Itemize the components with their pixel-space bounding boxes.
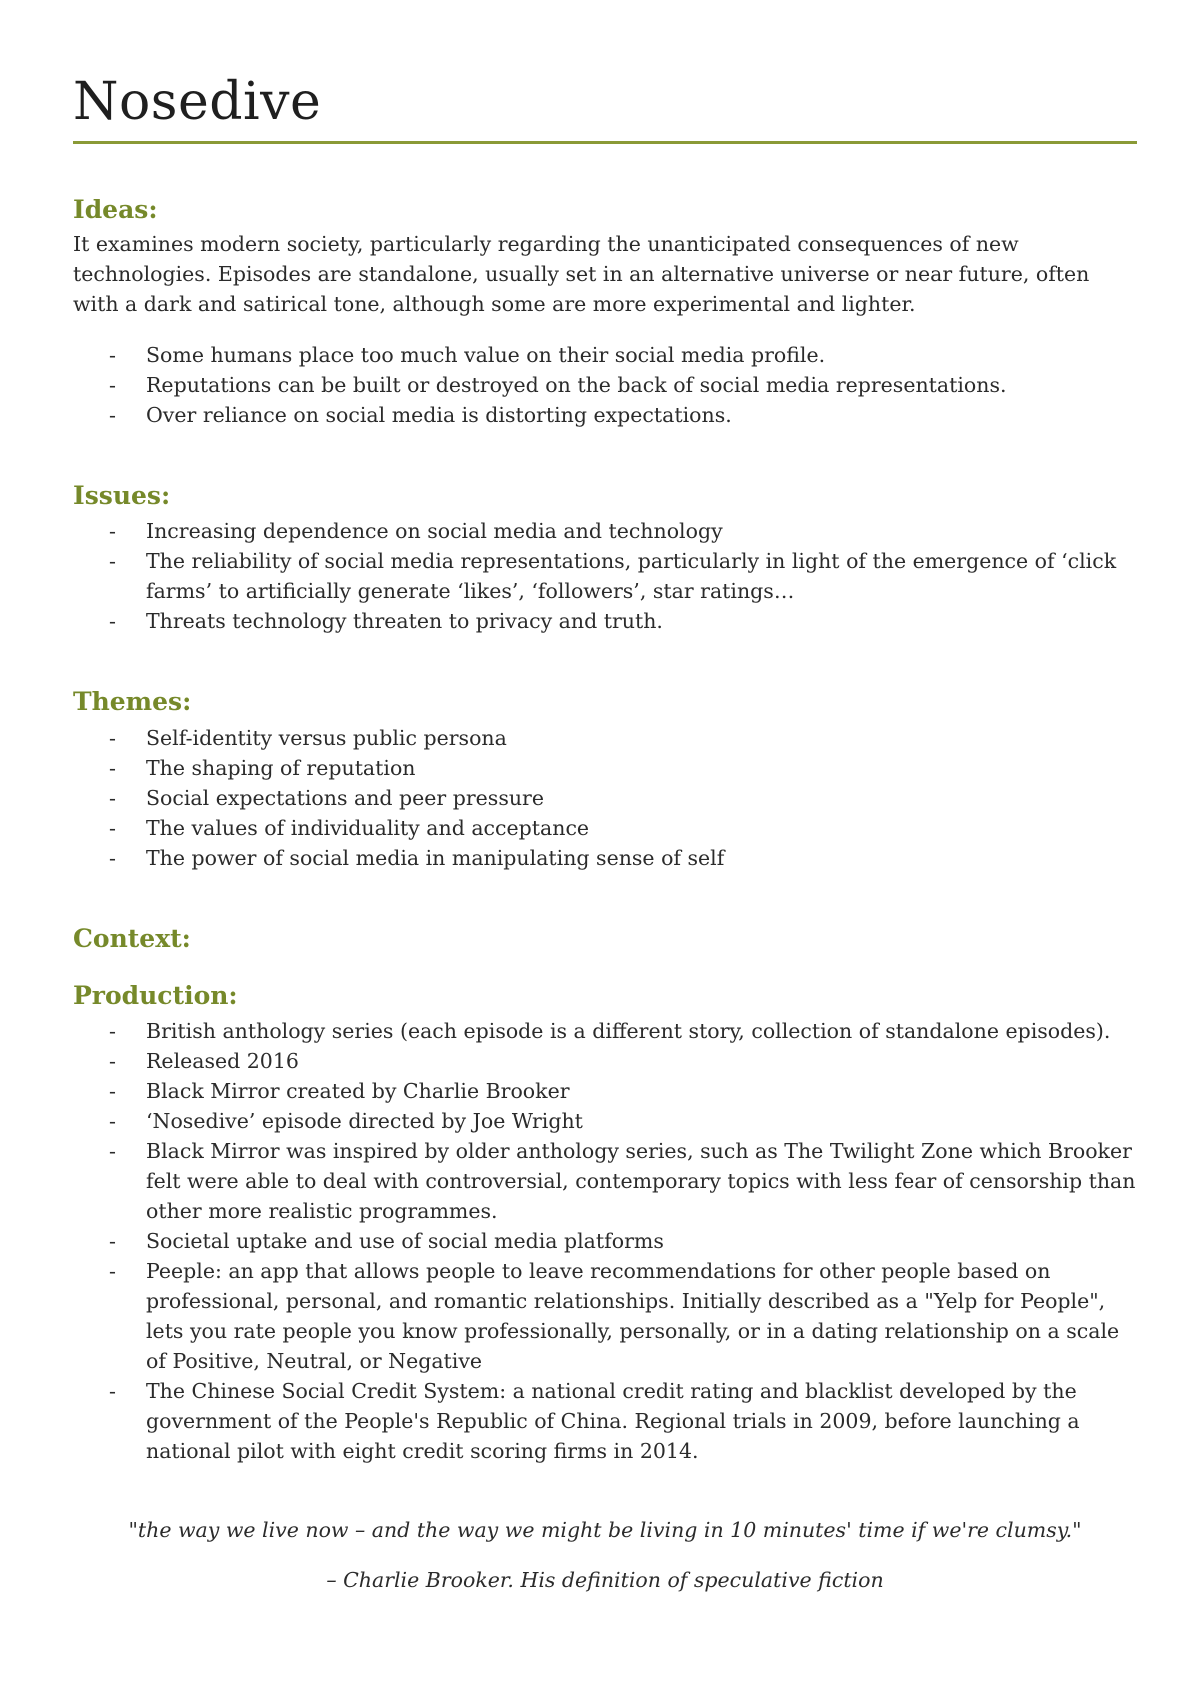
quote-text: "the way we live now – and the way we might be living in 10 minutes' time if we're clumsy." (128, 1518, 1082, 1542)
ideas-paragraph: It examines modern society, particularly regarding the unanticipated consequences of new technologies. Episodes are standalone, usually set in an alternative universe or near future, often with a dark and satirical tone, although some are more experimental and lighter. (73, 232, 1090, 316)
themes-list (73, 723, 1137, 873)
list-item: - Over reliance on social media is distorting expectations. (73, 400, 1137, 430)
list-item: - The Chinese Social Credit System: a national credit rating and blacklist developed by the government of the People's Republic of China. Regional trials in 2009, before launching a national pilot with eight credit scoring firms in 2014. (73, 1376, 1137, 1466)
list-item: - Threats technology threaten to privacy and truth. (73, 606, 1137, 636)
list-item: - Self-identity versus public persona (73, 723, 1137, 753)
title-divider (73, 141, 1137, 144)
list-item: - ‘Nosedive’ episode directed by Joe Wright (73, 1106, 1137, 1136)
ideas-heading: Ideas: (73, 195, 158, 224)
list-item: - The values of individuality and acceptance (73, 813, 1137, 843)
issues-heading: Issues: (73, 481, 171, 510)
list-item: - Reputations can be built or destroyed on the back of social media representations. (73, 370, 1137, 400)
production-list (73, 1016, 1137, 1466)
context-heading: Context: (73, 924, 191, 953)
list-item: - British anthology series (each episode is a different story, collection of standalone episodes). (73, 1016, 1137, 1046)
page-title: Nosedive (73, 72, 322, 132)
list-item: - Released 2016 (73, 1046, 1137, 1076)
list-item: - The reliability of social media representations, particularly in light of the emergence of ‘click farms’ to artificially generate ‘likes’, ‘followers’, star ratings… (73, 546, 1137, 606)
list-item: - Social expectations and peer pressure (73, 783, 1137, 813)
list-item: - Increasing dependence on social media and technology (73, 516, 1137, 546)
list-item: - Societal uptake and use of social media platforms (73, 1226, 1137, 1256)
ideas-list (73, 340, 1137, 430)
themes-heading: Themes: (73, 687, 192, 716)
production-heading: Production: (73, 981, 238, 1010)
list-item: - The shaping of reputation (73, 753, 1137, 783)
quote-attribution: – Charlie Brooker. His definition of speculative fiction (326, 1568, 884, 1592)
list-item: - The power of social media in manipulating sense of self (73, 843, 1137, 873)
list-item: - Black Mirror was inspired by older anthology series, such as The Twilight Zone which Brooker felt were able to deal with controversial, contemporary topics with less fear of censorship than other more realistic programmes. (73, 1136, 1137, 1226)
list-item: - Peeple: an app that allows people to leave recommendations for other people based on professional, personal, and romantic relationships. Initially described as a "Yelp for People", lets you rate people you know professionally, personally, or in a dating relationship on a scale of Positive, Neutral, or Negative (73, 1256, 1137, 1376)
list-item: - Black Mirror created by Charlie Brooker (73, 1076, 1137, 1106)
list-item: - Some humans place too much value on their social media profile. (73, 340, 1137, 370)
issues-list (73, 516, 1137, 636)
